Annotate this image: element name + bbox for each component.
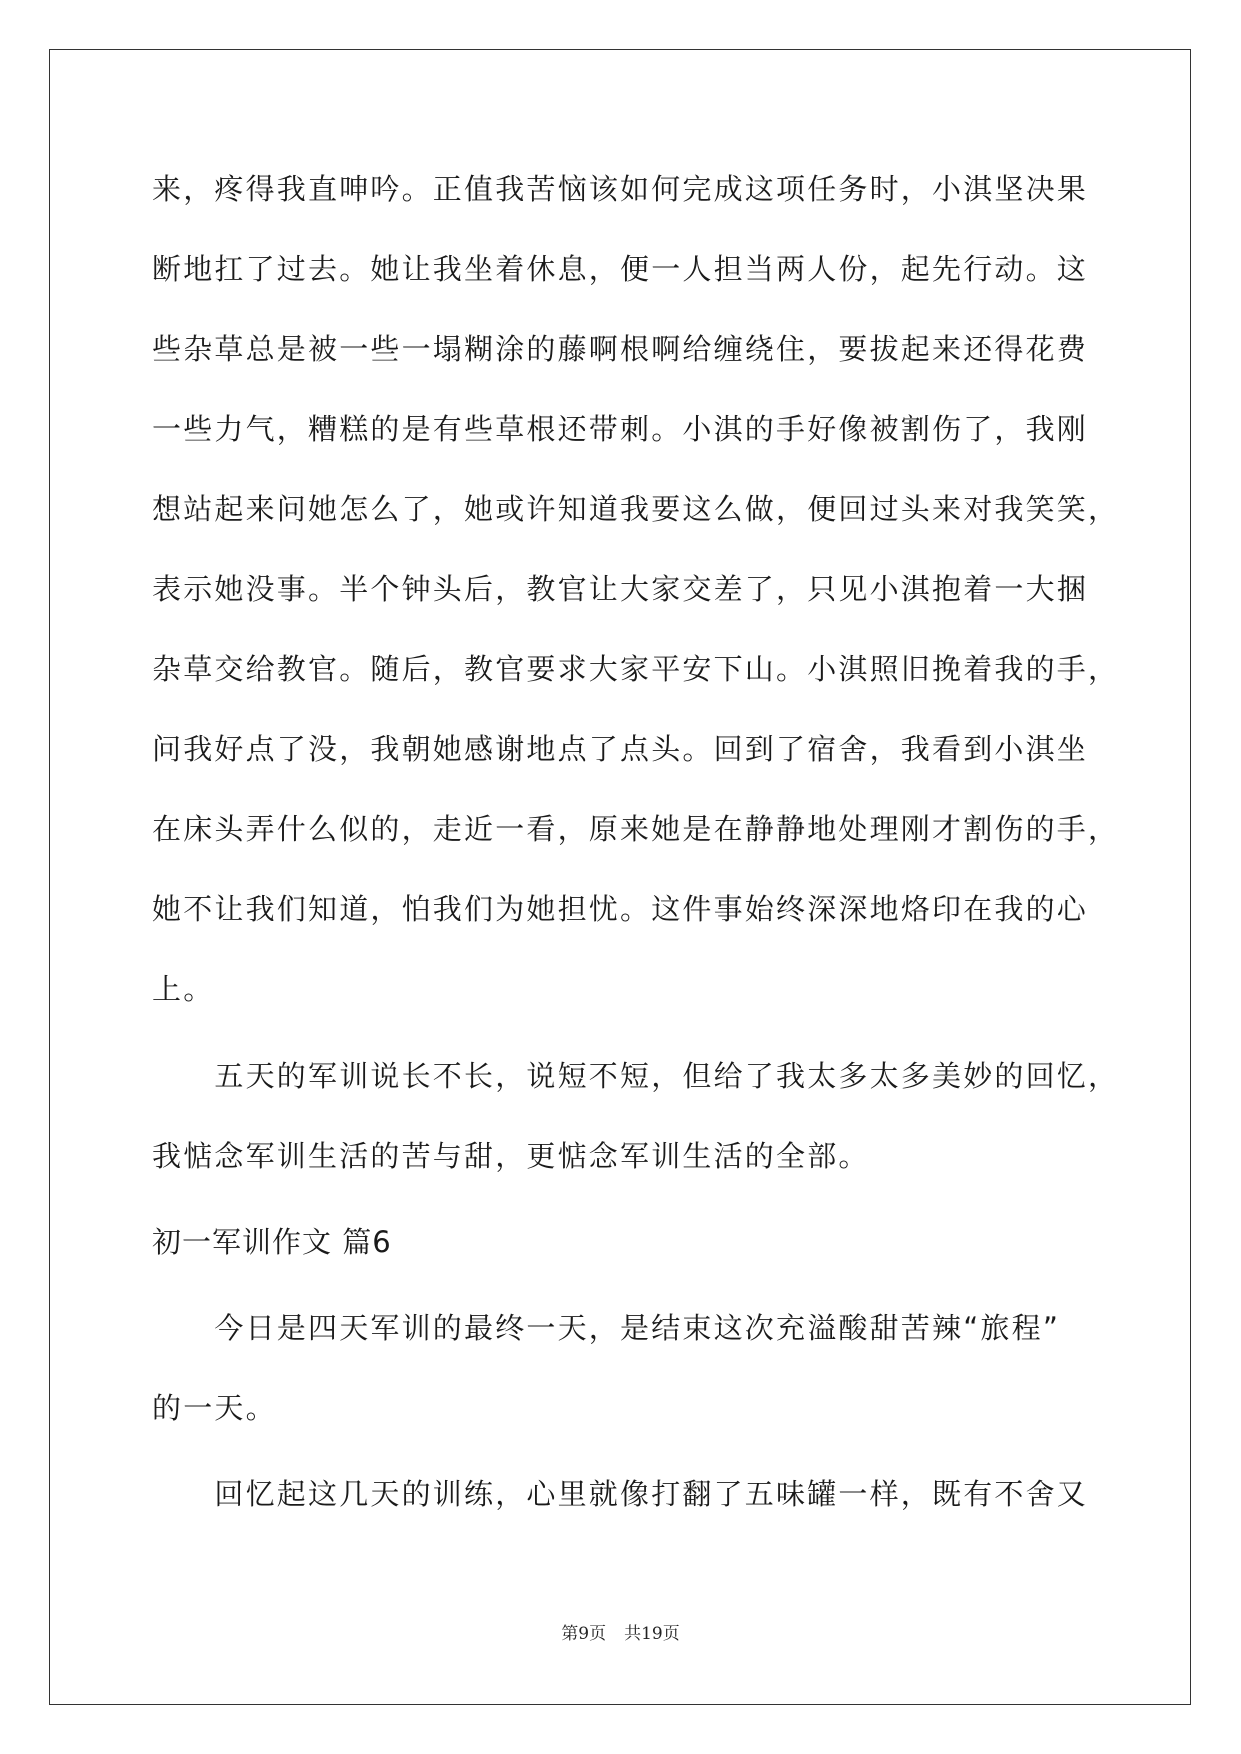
text-line: 上。 bbox=[152, 972, 215, 1006]
text-line: 表示她没事。半个钟头后，教官让大家交差了，只见小淇抱着一大捆 bbox=[152, 572, 1089, 606]
text-line: 杂草交给教官。随后，教官要求大家平安下山。小淇照旧挽着我的手， bbox=[152, 652, 1120, 686]
text-line: 断地扛了过去。她让我坐着休息，便一人担当两人份，起先行动。这 bbox=[152, 252, 1089, 286]
page-number: 第9页 bbox=[561, 1624, 607, 1644]
paragraph-start-line: 五天的军训说长不长，说短不短，但给了我太多太多美妙的回忆， bbox=[152, 1059, 1120, 1093]
text-line: 的一天。 bbox=[152, 1391, 277, 1425]
text-line: 一些力气，糟糕的是有些草根还带刺。小淇的手好像被割伤了，我刚 bbox=[152, 412, 1089, 446]
paragraph-start-line: 回忆起这几天的训练，心里就像打翻了五味罐一样，既有不舍又 bbox=[152, 1477, 1089, 1511]
page-border bbox=[49, 49, 1191, 1705]
paragraph-start-line: 今日是四天军训的最终一天，是结束这次充溢酸甜苦辣“旅程” bbox=[152, 1311, 1061, 1345]
text-line: 来，疼得我直呻吟。正值我苦恼该如何完成这项任务时，小淇坚决果 bbox=[152, 172, 1089, 206]
text-line: 些杂草总是被一些一塌糊涂的藤啊根啊给缠绕住，要拔起来还得花费 bbox=[152, 332, 1089, 366]
text-line: 想站起来问她怎么了，她或许知道我要这么做，便回过头来对我笑笑， bbox=[152, 492, 1120, 526]
text-line: 她不让我们知道，怕我们为她担忧。这件事始终深深地烙印在我的心 bbox=[152, 892, 1089, 926]
section-heading: 初一军训作文 篇6 bbox=[152, 1225, 392, 1259]
page-footer bbox=[0, 1619, 1241, 1644]
page-total: 共19页 bbox=[624, 1624, 680, 1644]
text-line: 在床头弄什么似的，走近一看，原来她是在静静地处理刚才割伤的手， bbox=[152, 812, 1120, 846]
text-line: 问我好点了没，我朝她感谢地点了点头。回到了宿舍，我看到小淇坐 bbox=[152, 732, 1089, 766]
text-line: 我惦念军训生活的苦与甜，更惦念军训生活的全部。 bbox=[152, 1139, 870, 1173]
